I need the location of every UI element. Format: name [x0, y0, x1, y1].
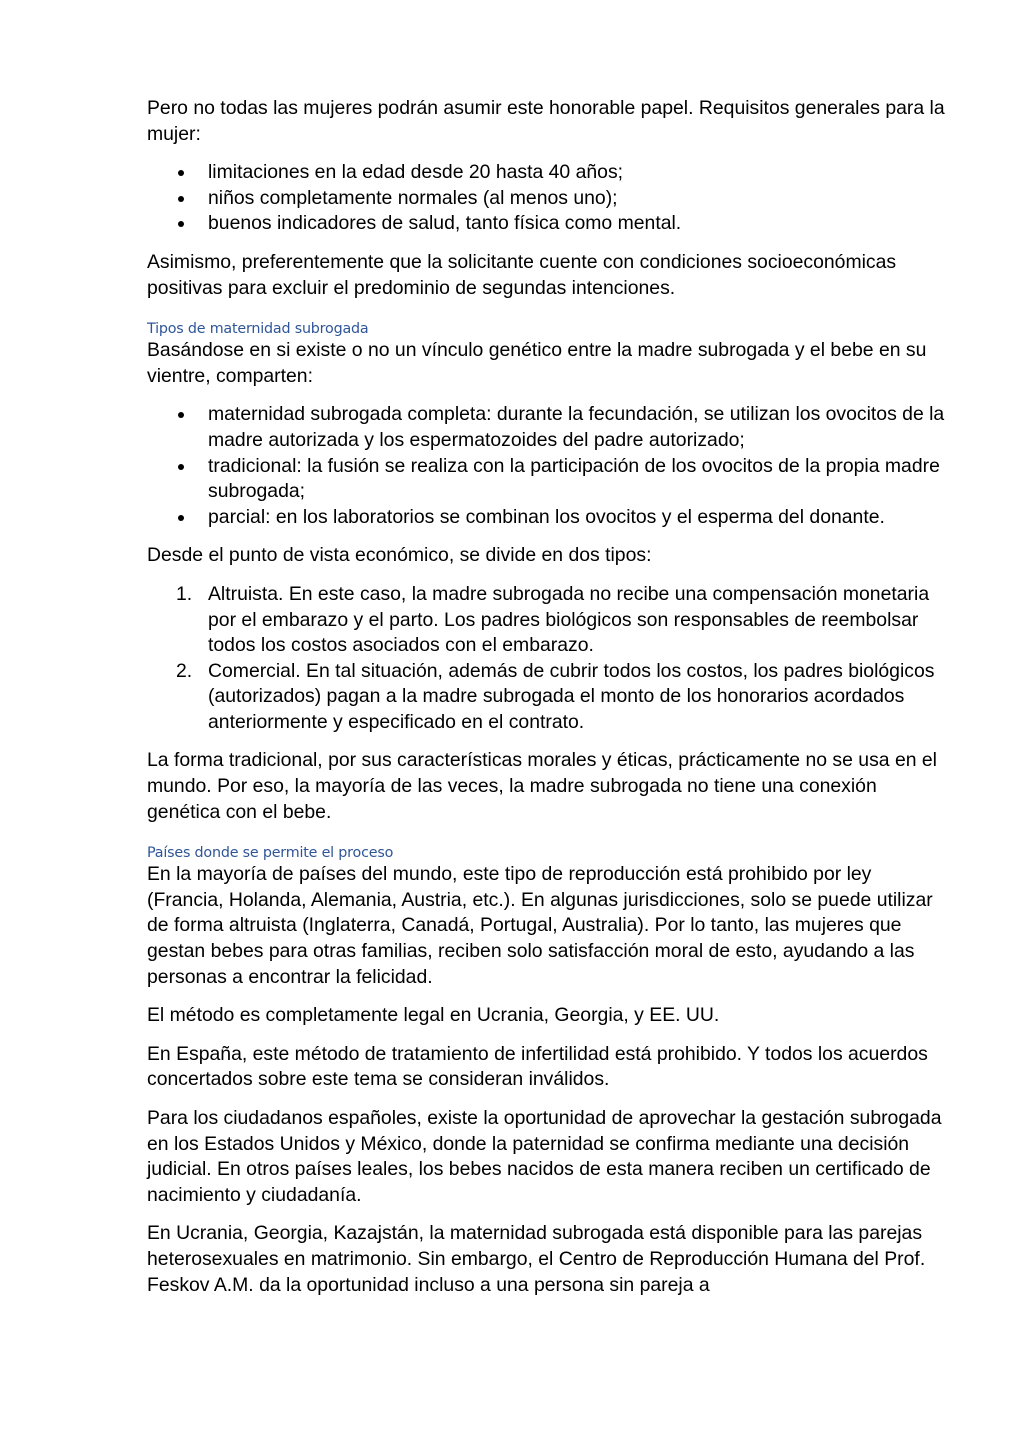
document-page — [147, 96, 952, 1311]
section-heading-paises: Países donde se permite el proceso — [147, 845, 394, 862]
list-item: tradicional: la fusión se realiza con la participación de los ovocitos de la propia madre subrogada; — [208, 454, 952, 505]
body-paragraph: En España, este método de tratamiento de infertilidad está prohibido. Y todos los acuerdos concertados sobre este tema se consideran inválidos. — [147, 1042, 928, 1091]
intro-paragraph: Pero no todas las mujeres podrán asumir este honorable papel. Requisitos generales para la mujer: — [147, 97, 945, 145]
list-item: Comercial. En tal situación, además de cubrir todos los costos, los padres biológicos (autorizados) pagan a la madre subrogada el monto de los honorarios acordados anteriormente y especificado en el contrato. — [208, 659, 935, 733]
economic-intro-paragraph: Desde el punto de vista económico, se divide en dos tipos: — [147, 544, 652, 567]
body-paragraph: En la mayoría de países del mundo, este tipo de reproducción está prohibido por ley (Francia, Holanda, Alemania, Austria, etc.). En algunas jurisdicciones, solo se puede utilizar de forma altruista (Inglaterra, Canadá, Portugal, Australia). Por lo tanto, las mujeres que gestan bebes para otras familias, reciben solo satisfacción moral de esto, ayudando a las personas a encontrar la felicidad. — [147, 863, 933, 988]
body-paragraph: El método es completamente legal en Ucrania, Georgia, y EE. UU. — [147, 1004, 720, 1027]
economic-list — [147, 582, 952, 736]
closing-paragraph: La forma tradicional, por sus características morales y éticas, prácticamente no se usa en el mundo. Por eso, la mayoría de las veces, la madre subrogada no tiene una conexión genética con el bebe. — [147, 749, 937, 823]
list-item: parcial: en los laboratorios se combinan los ovocitos y el esperma del donante. — [208, 505, 952, 531]
list-item: buenos indicadores de salud, tanto física como mental. — [208, 211, 952, 237]
types-list — [147, 402, 952, 530]
list-item: limitaciones en la edad desde 20 hasta 40 años; — [208, 160, 952, 186]
list-item: niños completamente normales (al menos uno); — [208, 186, 952, 212]
body-paragraph: En Ucrania, Georgia, Kazajstán, la maternidad subrogada está disponible para las parejas heterosexuales en matrimonio. Sin embargo, el Centro de Reproducción Humana del Prof. Feskov A.M. da la oportunidad incluso a una persona sin pareja a — [147, 1222, 926, 1296]
list-item: maternidad subrogada completa: durante la fecundación, se utilizan los ovocitos de la madre autorizada y los espermatozoides del padre autorizado; — [208, 402, 952, 453]
asimismo-paragraph: Asimismo, preferentemente que la solicitante cuente con condiciones socioeconómicas positivas para excluir el predominio de segundas intenciones. — [147, 250, 897, 299]
section-heading-tipos: Tipos de maternidad subrogada — [147, 321, 369, 338]
list-item: Altruista. En este caso, la madre subrogada no recibe una compensación monetaria por el embarazo y el parto. Los padres biológicos son responsables de reembolsar todos los costos asociados con el embarazo. — [208, 582, 930, 657]
requirements-list — [147, 160, 952, 237]
types-intro-paragraph: Basándose en si existe o no un vínculo genético entre la madre subrogada y el bebe en su vientre, comparten: — [147, 339, 927, 387]
body-paragraph: Para los ciudadanos españoles, existe la oportunidad de aprovechar la gestación subrogada en los Estados Unidos y México, donde la paternidad se confirma mediante una decisión judicial. En otros países leales, los bebes nacidos de esta manera reciben un certificado de nacimiento y ciudadanía. — [147, 1107, 942, 1206]
